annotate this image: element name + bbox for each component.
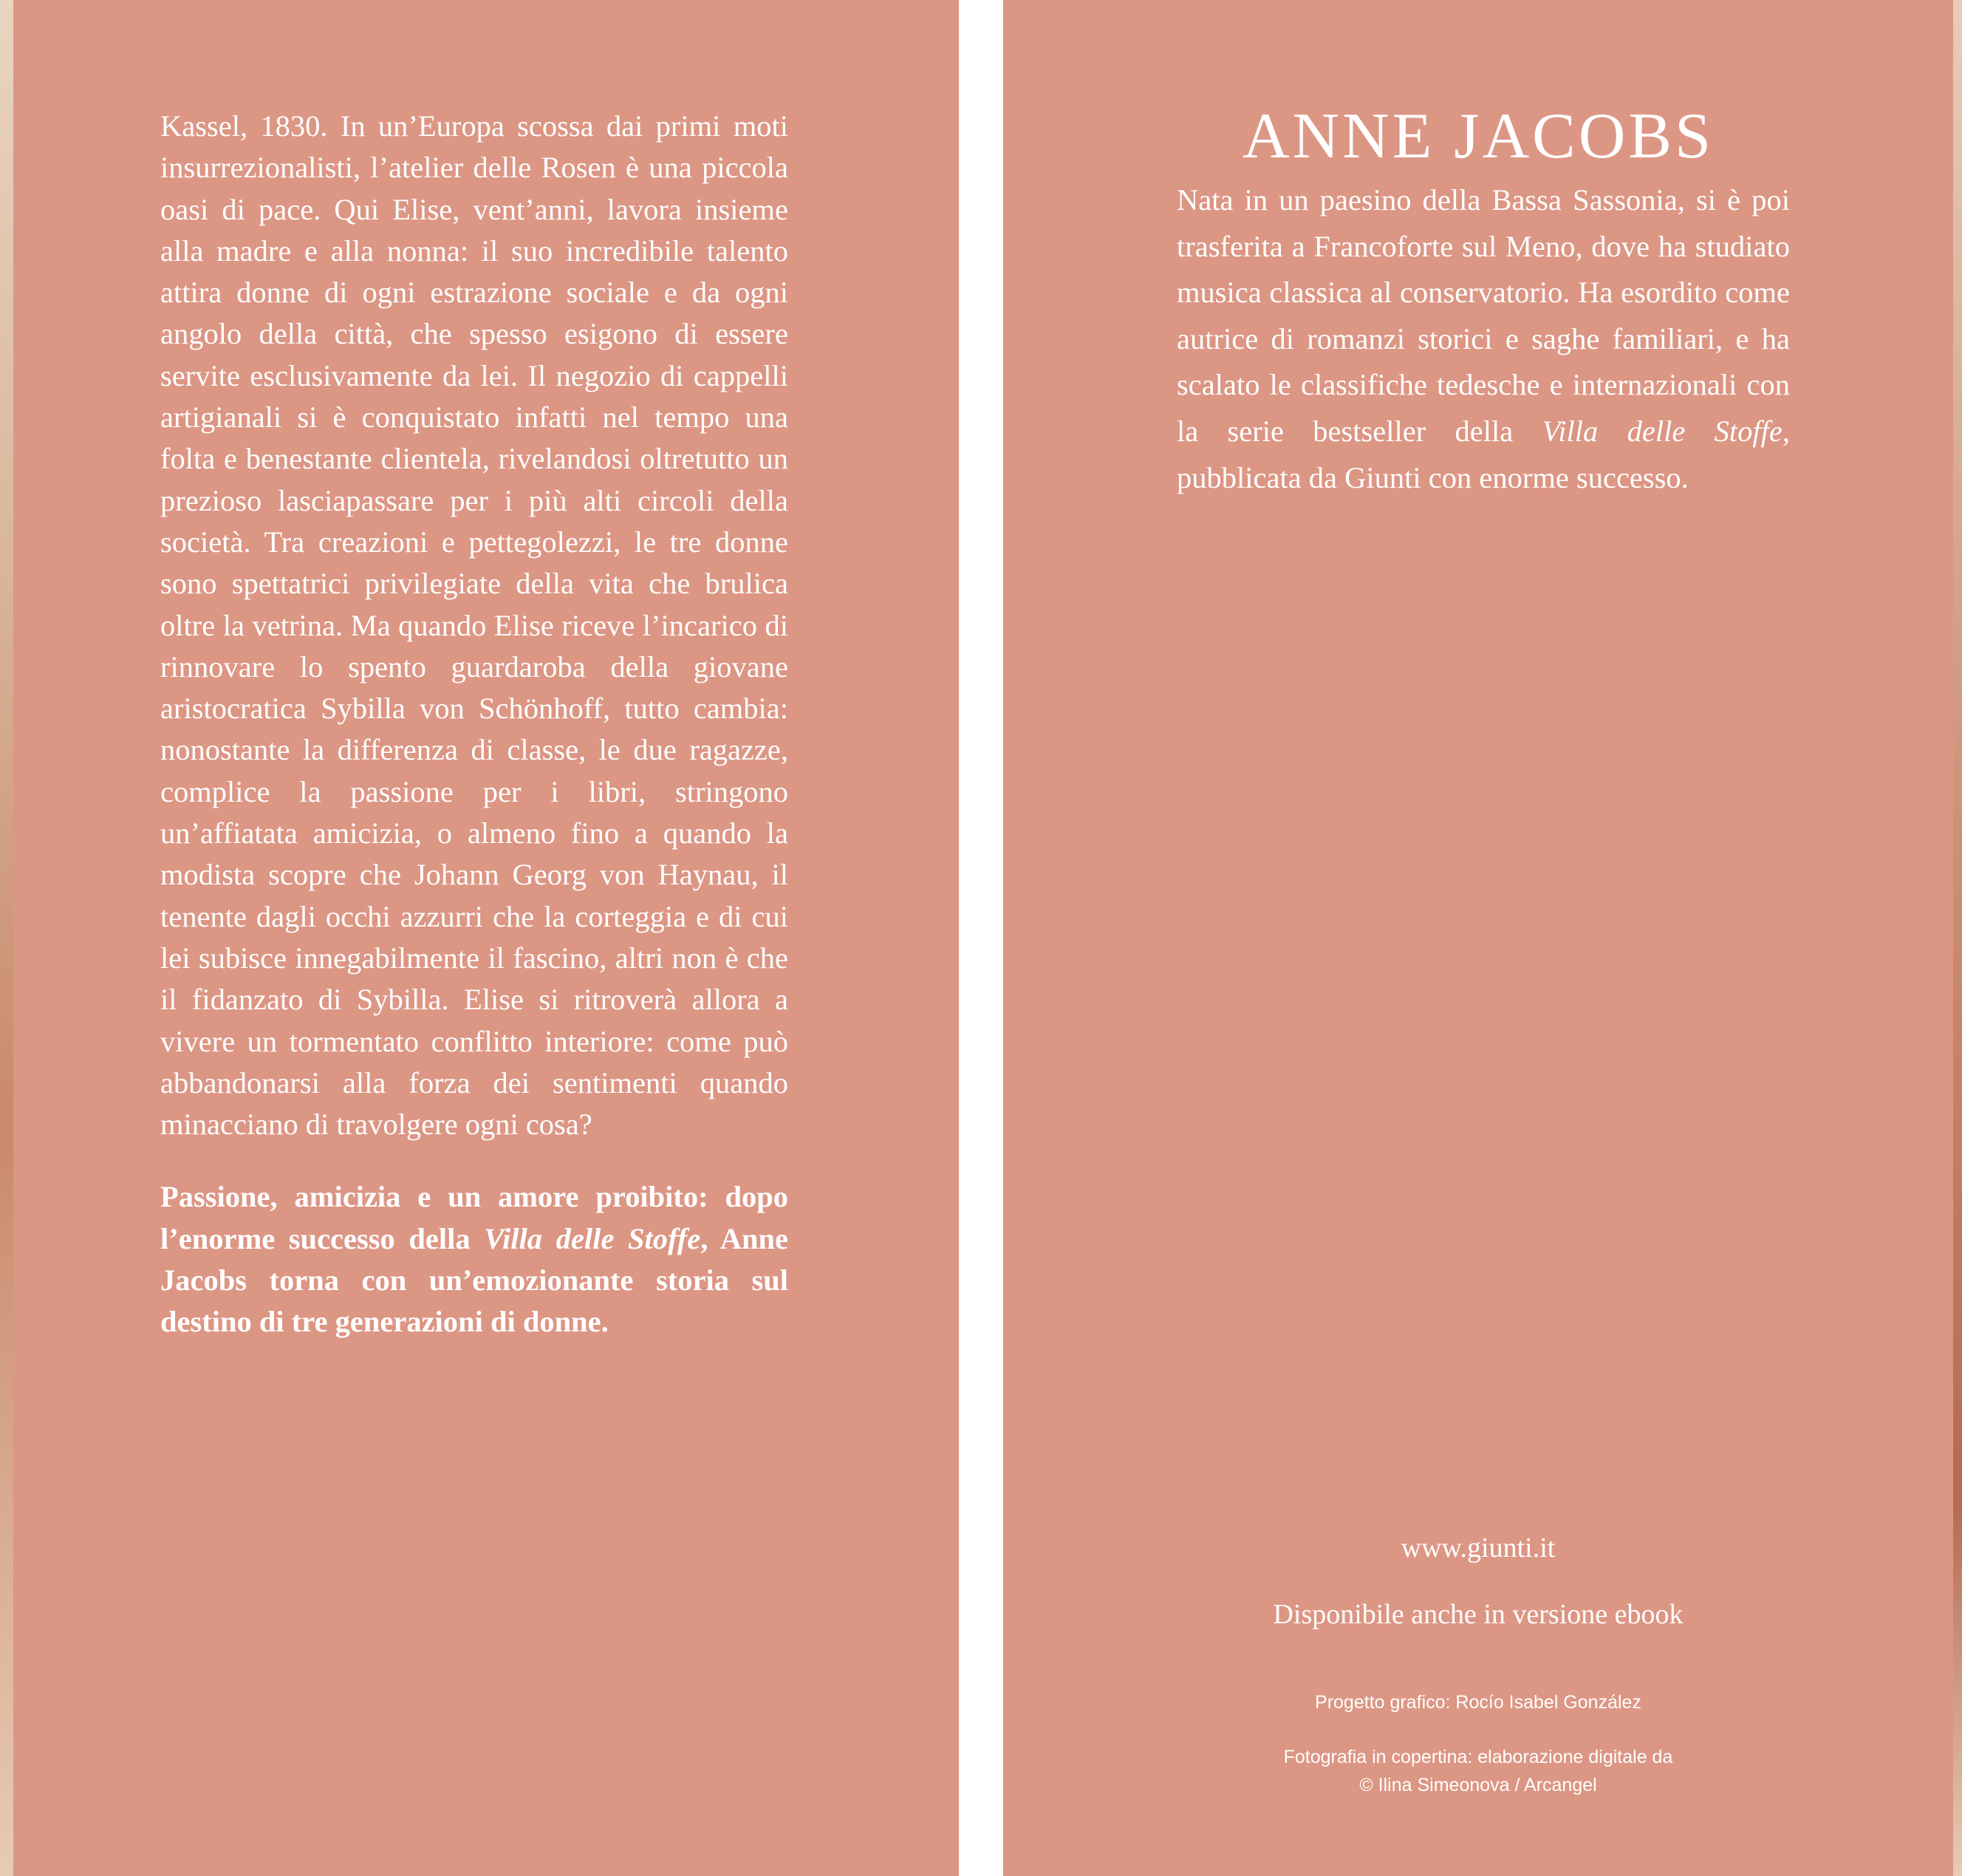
photo-credit bbox=[1003, 1743, 1953, 1799]
photo-credit-line2: © Ilina Simeonova / Arcangel bbox=[1359, 1775, 1597, 1795]
tagline-series-title: Villa delle Stoffe bbox=[484, 1221, 701, 1255]
tagline bbox=[160, 1176, 788, 1343]
synopsis-block bbox=[160, 106, 788, 1343]
cover-photo-edge-left bbox=[0, 0, 13, 1876]
author-name: ANNE JACOBS bbox=[1242, 100, 1715, 172]
bio-part2: , pubblicata da Giunti con enorme successo. bbox=[1177, 414, 1790, 494]
author-bio bbox=[1177, 177, 1790, 501]
photo-credit-line1: Fotografia in copertina: elaborazione digitale da bbox=[1283, 1747, 1673, 1767]
cover-photo-edge-right bbox=[1953, 0, 1962, 1876]
tagline-part1: Passione, amicizia e un amore proibito: dopo l’enorme successo della bbox=[160, 1180, 788, 1255]
fold-gutter bbox=[959, 0, 1003, 1876]
bio-series-title: Villa delle Stoffe bbox=[1542, 414, 1782, 448]
publisher-website: www.giunti.it bbox=[1401, 1532, 1556, 1563]
bio-part1: Nata in un paesino della Bassa Sassonia, si è poi trasferita a Francoforte sul Meno, dove ha studiato musica classica al conservatorio. Ha esordito come autrice di romanzi storici e saghe familiari, e ha scalato le classifiche tedesche e internazionali con la serie bestseller della bbox=[1177, 183, 1790, 448]
tagline-part2: , Anne Jacobs torna con un’emozionante storia sul destino di tre generazioni di donne. bbox=[160, 1221, 788, 1339]
bio-text bbox=[1177, 177, 1790, 501]
ebook-availability: Disponibile anche in versione ebook bbox=[1273, 1599, 1684, 1630]
design-credit: Progetto grafico: Rocío Isabel González bbox=[1315, 1692, 1641, 1713]
synopsis-text: Kassel, 1830. In un’Europa scossa dai primi moti insurrezionalisti, l’atelier delle Rosen è una piccola oasi di pace. Qui Elise, vent’anni, lavora insieme alla madre e alla nonna: il suo incredibile talento attira donne di ogni estrazione sociale e da ogni angolo della città, che spesso esigono di essere servite esclusivamente da lei. Il negozio di cappelli artigianali si è conquistato infatti nel tempo una folta e benestante clientela, rivelandosi oltretutto un prezioso lasciapassare per i più alti circoli della società. Tra creazioni e pettegolezzi, le tre donne sono spettatrici privilegiate della vita che brulica oltre la vetrina. Ma quando Elise riceve l’incarico di rinnovare lo spento guardaroba della giovane aristocratica Sybilla von Schönhoff, tutto cambia: nonostante la differenza di classe, le due ragazze, complice la passione per i libri, stringono un’affiatata amicizia, o almeno fino a quando la modista scopre che Johann Georg von Haynau, il tenente dagli occhi azzurri che la corteggia e di cui lei subisce innegabilmente il fascino, altri non è che il fidanzato di Sybilla. Elise si ritroverà allora a vivere un tormentato conflitto interiore: come può abbandonarsi alla forza dei sentimenti quando minacciano di travolgere ogni cosa? bbox=[160, 109, 788, 1142]
